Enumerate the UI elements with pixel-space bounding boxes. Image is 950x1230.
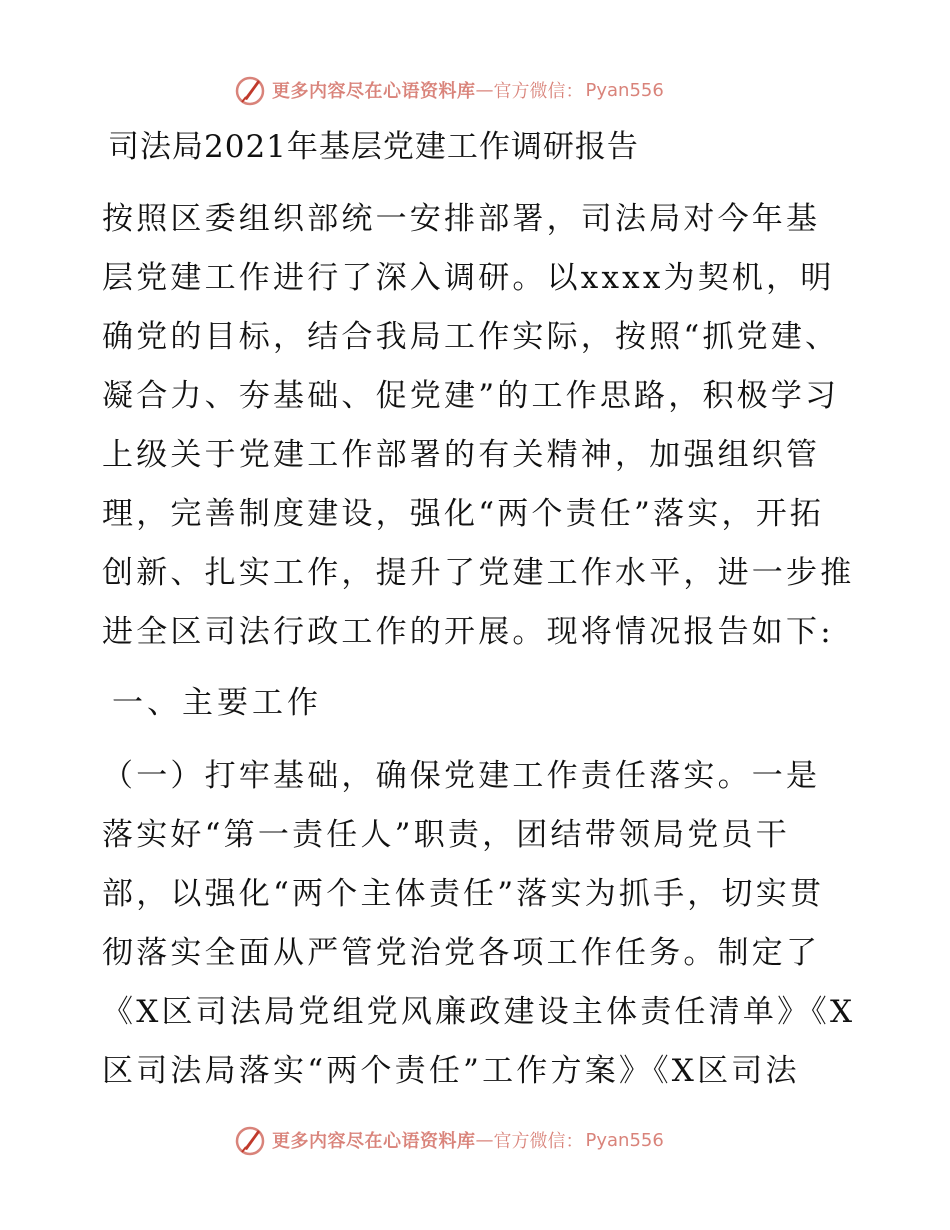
- text-line: 确党的目标，结合我局工作实际，按照“抓党建、: [102, 319, 840, 355]
- text-line: 区司法局落实“两个责任”工作方案》《X区司法: [102, 1053, 800, 1089]
- text-line: 理，完善制度建设，强化“两个责任”落实，开拓: [102, 496, 825, 532]
- watermark-main-text: 更多内容尽在心语资料库: [272, 1131, 476, 1152]
- text-line: 落实好“第一责任人”职责，团结带领局党员干: [102, 817, 790, 853]
- text-line: 层党建工作进行了深入调研。以xxxx为契机，明: [102, 260, 835, 296]
- document-title: 司法局2021年基层党建工作调研报告: [108, 129, 639, 165]
- watermark-wechat-id: Pyan556: [585, 1129, 664, 1151]
- text-line: 进全区司法行政工作的开展。现将情况报告如下:: [102, 614, 834, 650]
- quill-logo-icon: [232, 72, 268, 108]
- watermark-sub-text: 官方微信：: [493, 1131, 584, 1152]
- text-line: 上级关于党建工作部署的有关精神，加强组织管: [102, 437, 821, 473]
- text-line: 部，以强化“两个主体责任”落实为抓手，切实贯: [102, 876, 825, 912]
- text-line: 《X区司法局党组党风廉政建设主体责任清单》《X: [102, 994, 856, 1030]
- section-heading: 一、主要工作: [112, 685, 322, 721]
- watermark-sub-text: 官方微信：: [493, 81, 584, 102]
- text-line: 按照区委组织部统一安排部署，司法局对今年基: [102, 201, 821, 237]
- watermark-header: [232, 70, 752, 110]
- text-line: 创新、扎实工作，提升了党建工作水平，进一步推: [102, 555, 855, 591]
- section-paragraph: [102, 747, 862, 1101]
- watermark-main-text: 更多内容尽在心语资料库: [272, 81, 476, 102]
- text-line: 凝合力、夯基础、促党建”的工作思路，积极学习: [102, 378, 840, 414]
- text-line: 彻落实全面从严管党治党各项工作任务。制定了: [102, 935, 821, 971]
- watermark-footer: [232, 1120, 752, 1160]
- watermark-dash: —: [475, 1129, 494, 1151]
- intro-paragraph: [102, 190, 862, 662]
- watermark-wechat-id: Pyan556: [585, 79, 664, 101]
- text-line: （一）打牢基础，确保党建工作责任落实。一是: [102, 758, 821, 794]
- watermark-dash: —: [475, 79, 494, 101]
- quill-logo-icon: [232, 1122, 268, 1158]
